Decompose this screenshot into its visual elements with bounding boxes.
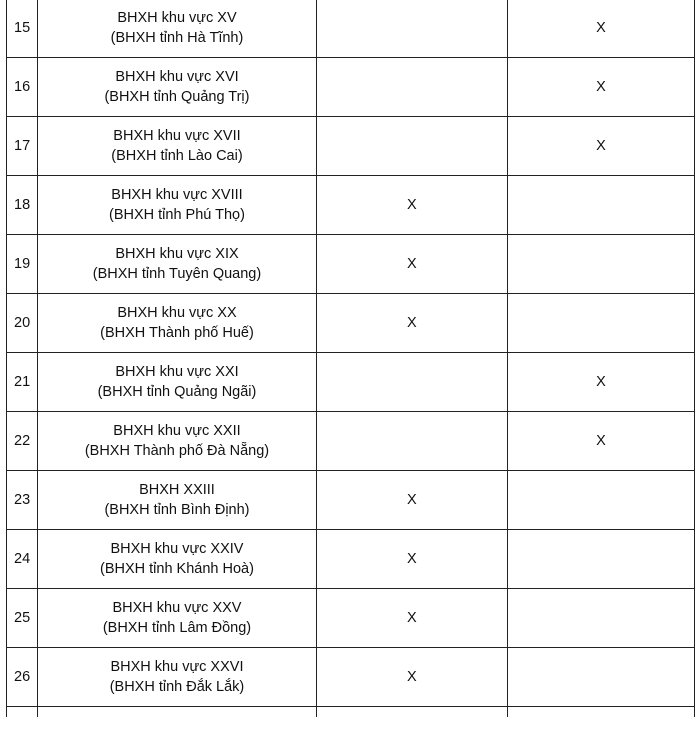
agency-former-name: (BHXH tỉnh Quảng Ngãi) [97,384,257,400]
agency-name: BHXH khu vực XVII [113,128,241,144]
agency-name-cell [38,117,317,176]
mark-cell-column-b [507,294,694,353]
row-number-cell: 25 [7,589,38,648]
agency-former-name: (BHXH tỉnh Bình Định) [104,502,250,518]
agency-name-cell [38,353,317,412]
table-row-next-stub [7,707,695,718]
agency-name: BHXH khu vực XXV [112,600,242,616]
mark-cell-column-a [316,0,507,58]
mark-cell-column-b: X [507,0,694,58]
agency-name-cell [38,589,317,648]
table-row [7,58,695,117]
agency-former-name: (BHXH tỉnh Khánh Hoà) [100,561,254,577]
mark-cell-column-a: X [316,235,507,294]
table-row [7,648,695,707]
agency-name-cell [38,0,317,58]
mark-cell-column-a: X [316,176,507,235]
mark-cell-column-b [507,235,694,294]
agency-name: BHXH khu vực XV [117,10,237,26]
agency-former-name: (BHXH tỉnh Lâm Đồng) [102,620,252,636]
agency-former-name: (BHXH tỉnh Đắk Lắk) [109,679,245,695]
agency-former-name: (BHXH Thành phố Đà Nẵng) [84,443,270,459]
agency-former-name: (BHXH tỉnh Tuyên Quang) [92,266,262,282]
table-row [7,353,695,412]
mark-cell-column-b [507,176,694,235]
stub-cell [316,707,507,718]
agency-name: BHXH khu vực XXII [113,423,241,439]
mark-cell-column-a: X [316,648,507,707]
agency-name: BHXH khu vực XXI [115,364,239,380]
row-number-cell: 22 [7,412,38,471]
agency-name-cell [38,176,317,235]
mark-cell-column-b [507,648,694,707]
agency-name-cell [38,294,317,353]
agency-name: BHXH khu vực XVI [115,69,239,85]
row-number-cell: 26 [7,648,38,707]
agency-name: BHXH khu vực XIX [115,246,239,262]
agency-former-name: (BHXH tỉnh Phú Thọ) [109,207,245,223]
stub-cell [38,707,317,718]
mark-cell-column-b [507,471,694,530]
row-number-cell: 15 [7,0,38,58]
stub-cell [7,707,38,718]
agency-name-cell [38,235,317,294]
row-number-cell: 17 [7,117,38,176]
table-row [7,0,695,58]
row-number-cell: 19 [7,235,38,294]
agency-name: BHXH khu vực XVIII [111,187,243,203]
table-row [7,176,695,235]
agency-name: BHXH khu vực XXVI [110,659,244,675]
table-row [7,235,695,294]
row-number-cell: 16 [7,58,38,117]
agency-former-name: (BHXH tỉnh Quảng Trị) [104,89,250,105]
mark-cell-column-b: X [507,412,694,471]
stub-cell [507,707,694,718]
mark-cell-column-a: X [316,294,507,353]
table-body [7,0,695,717]
agency-name-cell [38,471,317,530]
mark-cell-column-a: X [316,530,507,589]
table-row [7,589,695,648]
table-row [7,412,695,471]
agency-former-name: (BHXH Thành phố Huế) [100,325,254,341]
agency-table [6,0,695,717]
agency-name-cell [38,58,317,117]
agency-name-cell [38,530,317,589]
row-number-cell: 23 [7,471,38,530]
agency-former-name: (BHXH tỉnh Hà Tĩnh) [110,30,244,46]
agency-name: BHXH khu vực XXIV [110,541,244,557]
mark-cell-column-b [507,589,694,648]
mark-cell-column-a [316,58,507,117]
row-number-cell: 20 [7,294,38,353]
mark-cell-column-a: X [316,589,507,648]
mark-cell-column-a [316,412,507,471]
mark-cell-column-a [316,117,507,176]
table-row [7,117,695,176]
mark-cell-column-b [507,530,694,589]
table-row [7,294,695,353]
agency-name-cell [38,412,317,471]
row-number-cell: 24 [7,530,38,589]
table-row [7,471,695,530]
mark-cell-column-a: X [316,471,507,530]
row-number-cell: 18 [7,176,38,235]
agency-former-name: (BHXH tỉnh Lào Cai) [111,148,243,164]
mark-cell-column-b: X [507,353,694,412]
mark-cell-column-a [316,353,507,412]
agency-name: BHXH khu vực XX [117,305,237,321]
row-number-cell: 21 [7,353,38,412]
mark-cell-column-b: X [507,117,694,176]
agency-name-cell [38,648,317,707]
table-row [7,530,695,589]
agency-name: BHXH XXIII [139,482,215,498]
mark-cell-column-b: X [507,58,694,117]
